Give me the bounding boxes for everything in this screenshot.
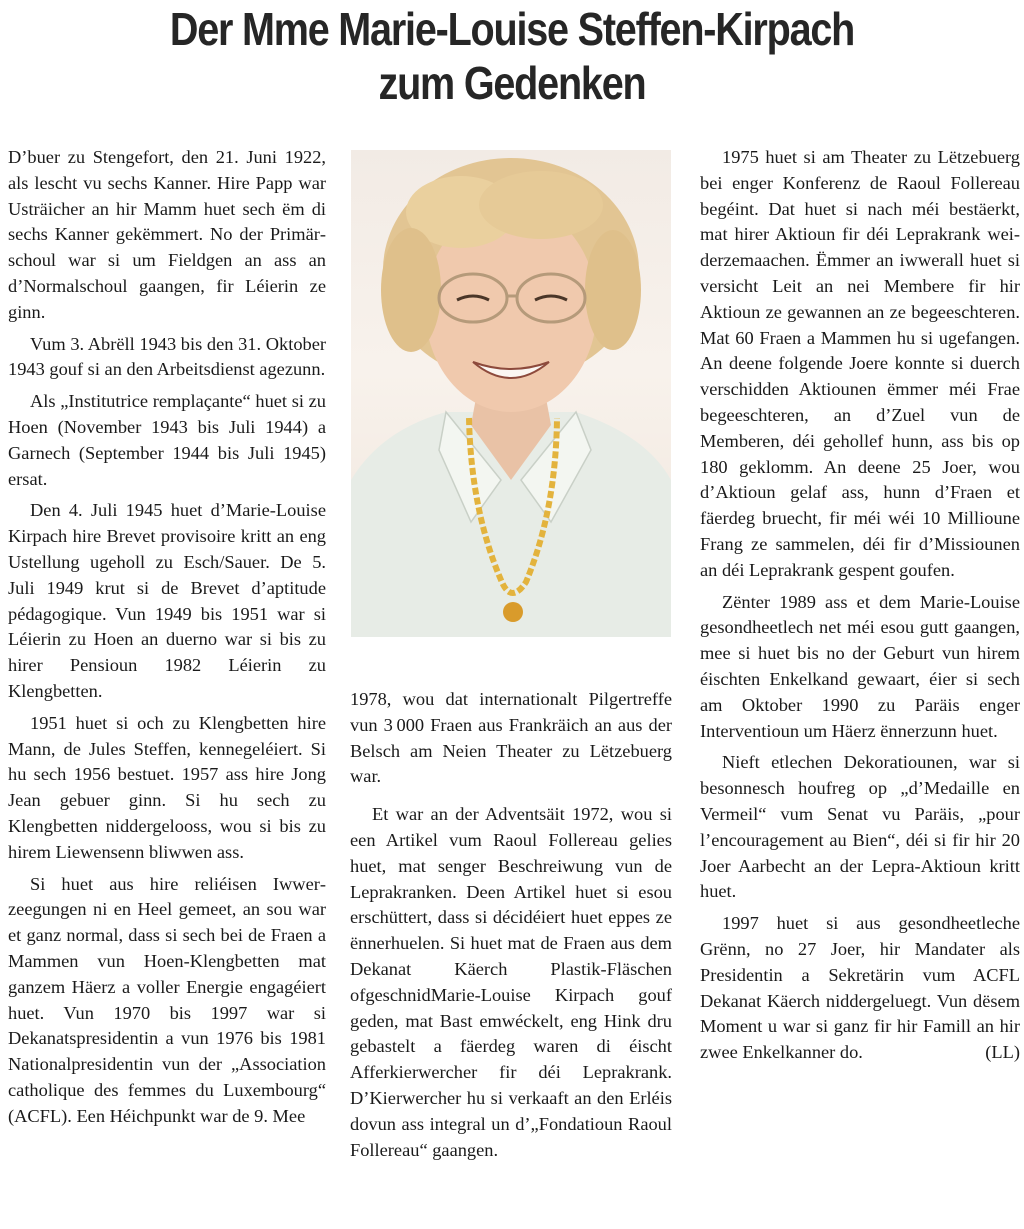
paragraph: Zënter 1989 ass et dem Marie-Louise gesondheetlech net méi esou gutt gaangen, mee si huet bis no der Geburt vun hirem éischten Enkelkand gewaart, éier si sech am Oktober 1990 zu Paräis enger Interventioun um Häerz ënnerzunn huet. <box>700 591 1020 741</box>
portrait-illustration <box>351 150 671 637</box>
article-column-2 <box>350 687 672 1169</box>
paragraph: Den 4. Juli 1945 huet d’Marie-Louise Kirpach hire Brevet provisoire kritt an eng Ustellung ugeholl zu Esch/Sauer. De 5. Juli 1949 krut si de Brevet d’aptitude pédagogique. Vun 1949 bis 1951 war si Léierin zu Hoen an duerno war si bis zu hirer Pensioun 1982 Léierin zu Klengbetten. <box>8 500 326 701</box>
paragraph: Vum 3. Abrëll 1943 bis den 31. Oktober 1943 gouf si an den Arbeitsdienst agezunn. <box>8 333 326 380</box>
portrait-photo <box>351 150 671 637</box>
paragraph: 1978, wou dat internationalt Pilgertreffe vun 3 000 Fraen aus Frankräich an aus der Belsch am Neien Theater zu Lëtzebuerg war. <box>350 689 672 787</box>
paragraph-text: 1997 huet si aus gesondheetleche Grënn, no 27 Joer, hir Mandater als Presidentin a Sekretärin vum ACFL Dekanat Käerch niddergeluegt. Vun dësem Moment u war si ganz fir hir Famill an hir zwee Enkelkanner do. <box>700 913 1020 1063</box>
paragraph: 1951 huet si och zu Klengbetten hire Mann, de Jules Steffen, kennegeléiert. Si hu sech 1956 bestuet. 1957 ass hire Jong Jean gebuer ginn. Si hu sech zu Klengbetten niddergelooss, wou si bis zu hirem Liewensenn bliwwen ass. <box>8 712 326 862</box>
necklace-pendant <box>503 602 523 622</box>
hair-curl <box>381 228 441 352</box>
article-headline <box>72 2 953 110</box>
article-column-1 <box>8 145 326 1135</box>
paragraph: D’buer zu Stengefort, den 21. Juni 1922, als lescht vu sechs Kanner. Hire Papp war Usträicher an hir Mamm huet sech ëm di sechs Kanner gekëmmert. No der Primärschoul war si um Fieldgen an ass an d’Normalschoul gaangen, fir Léierin ze ginn. <box>8 147 326 322</box>
hair-curl <box>479 171 603 239</box>
hair-curl <box>585 230 641 350</box>
author-signature: (LL) <box>985 1042 1020 1063</box>
paragraph: 1975 huet si am Theater zu Lëtzebuerg bei enger Konferenz de Raoul Follereau begéint. Dat huet si nach méi bestäerkt, mat hirer Aktioun fir déi Leprakrank weiderzemaachen. Ëmmer an iwwerall huet si versicht Leit an nei Membere fir hir Aktioun ze gewannen an ze begeeschteren. Mat 60 Fraen a Mammen hu si ugefangen. An deene folgende Joere konnte si duerch verschidden Aktiounen ëmmer méi Frae begeeschteren, an d’Zuel vun de Memberen, déi gehollef hunn, ass bis op 180 geklomm. An deene 25 Joer, wou d’Aktioun gelaf ass, hunn d’Fraen et fäerdeg bruecht, fir méi wéi 10 Millioune Frang ze sammelen, déi fir d’Missiounen an déi Leprakrank gespent goufen. <box>700 147 1020 580</box>
headline-line-1: Der Mme Marie-Louise Steffen-Kirpach <box>169 3 855 55</box>
paragraph <box>700 911 1020 1066</box>
paragraph: Als „Institutrice remplaçante“ huet si zu Hoen (November 1943 bis Juli 1944) a Garnech (September 1944 bis Juli 1945) ersat. <box>8 391 326 489</box>
paragraph: Et war an der Adventsäit 1972, wou si een Artikel vum Raoul Follereau gelies huet, mat senger Beschreiwung vun de Leprakranken. Deen Artikel huet si esou erschüttert, dass si décidéiert huet eppes ze ënnerhuelen. Si huet mat de Fraen aus dem Dekanat Käerch Plastik-Fläschen ofgeschnidMarie-Louise Kirpach gouf geden, mat Bast emwéckelt, eng Hink dru gebastelt a fäerdeg waren di éischt Afferkierwercher fir déi Leprakrank. D’Kierwercher hu si verkaaft an den Erléis dovun ass integral un d’„Fondatioun Raoul Follereau“ gaangen. <box>350 804 672 1160</box>
headline-line-2: zum Gedenken <box>378 57 646 109</box>
paragraph: Si huet aus hire reliéisen Iwwerzeegungen ni en Heel gemeet, an sou war et ganz normal, dass si sech bei de Fraen a Mammen vun Hoen-Klengbetten mat ganzem Häerz a voller Energie engagéiert huet. Vun 1970 bis 1997 war si Dekanatspresidentin a vun 1976 bis 1981 Nationalpresidentin vun der „Association catholique des femmes du Luxembourg“ (ACFL). Een Héichpunkt war de 9. Mee <box>8 873 326 1126</box>
paragraph: Nieft etlechen Dekoratiounen, war si besonnesch houfreg op „d’Medaille en Vermeil“ vum Senat vu Paräis, „pour l’encouragement au Bien“, déi si fir hir 20 Joer Aarbecht an der Lepra-Aktioun kritt huet. <box>700 752 1020 902</box>
article-column-3 <box>700 145 1020 1072</box>
